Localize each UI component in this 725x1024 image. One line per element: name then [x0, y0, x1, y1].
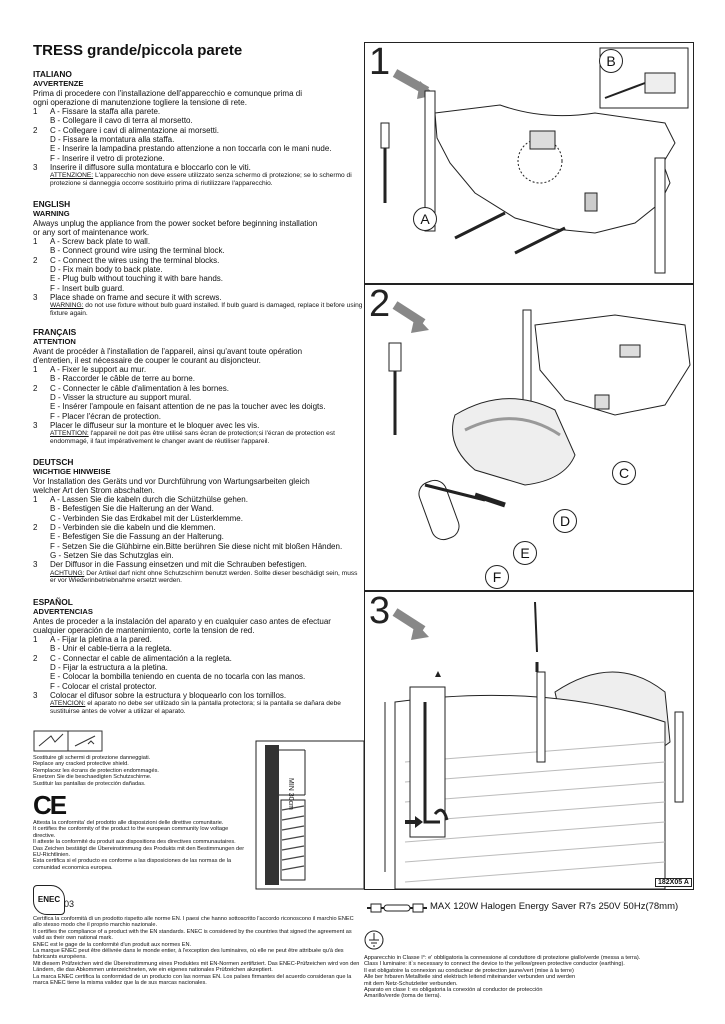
safety-note: ATTENTION: l'appareil ne doit pas être utilisé sans écran de protection;si l'écran de protection est endommagé, il faut impérativement le changer avant de réutiliser l'appareil.	[50, 430, 335, 445]
step-number: 2	[33, 523, 38, 533]
enec-text: La marque ENEC peut être délivrée dans le monde entier, à l'exception des luminaires, où elle ne peut être attribuée qu'à des fabricants européens.	[33, 948, 344, 961]
section-deutsch	[33, 458, 363, 584]
intro-line: ogni operazione di manutenzione togliere la tensione di rete.	[33, 97, 247, 107]
lang-heading: ITALIANO	[33, 69, 72, 79]
enec-notice	[33, 916, 361, 986]
lang-heading: DEUTSCH	[33, 457, 74, 467]
step-text: B - Befestigen Sie die Halterung an der Wand.	[50, 504, 214, 514]
step-number: 3	[33, 560, 38, 570]
warning-heading: WICHTIGE HINWEISE	[33, 467, 111, 477]
step-number: 3	[33, 420, 38, 430]
step-number: 1	[33, 495, 38, 505]
step-text: Inserire il diffusore sulla montatura e bloccarlo con le viti.	[50, 162, 251, 172]
warning-heading: ADVERTENCIAS	[33, 607, 93, 617]
step-text: A - Fissare la staffa alla parete.	[50, 107, 161, 117]
step-text: D - Verbinden sie die kabeln und die klemmen.	[50, 523, 216, 533]
panel-number: 1	[369, 41, 391, 83]
intro-line: Always unplug the appliance from the power socket before beginning installation	[33, 218, 318, 228]
step-number: 3	[33, 690, 38, 700]
intro-line: or any sort of maintenance work.	[33, 227, 150, 237]
step-text: D - Fissare la montatura alla staffa.	[50, 135, 175, 145]
cracked-shield-icon	[33, 730, 103, 752]
step-text: E - Colocar la bombilla teniendo en cuenta de no tocarla con las manos.	[50, 672, 306, 682]
step-text: F - Insert bulb guard.	[50, 283, 125, 293]
step-number: 1	[33, 365, 38, 375]
section-english	[33, 200, 363, 317]
step-text: B - Collegare il cavo di terra al morsetto.	[50, 116, 193, 126]
step-text: A - Fijar la pletina a la pared.	[50, 635, 152, 645]
section-italiano	[33, 70, 363, 187]
section-espanol	[33, 598, 363, 715]
lang-heading: ESPAÑOL	[33, 597, 73, 607]
earth-text: Amarillo/verde (toma de tierra).	[364, 993, 442, 1000]
step-text: D - Fix main body to back plate.	[50, 265, 163, 275]
intro-line: Vor Installation des Geräts und vor Durchführung von Wartungsarbeiten gleich	[33, 476, 310, 486]
lang-heading: FRANÇAIS	[33, 327, 77, 337]
intro-line: cualquier operación de mantenimiento, corte la tension de red.	[33, 625, 255, 635]
callout-a: A	[413, 207, 437, 231]
safety-note: WARNING: do not use fixture without bulb guard installed. If bulb guard is damaged, replace it before using fixture again.	[50, 302, 363, 317]
step-1-illustration	[365, 43, 693, 283]
panel-number: 3	[369, 590, 391, 632]
min-distance-label: MIN 30cm	[287, 778, 294, 810]
enec-code: 03	[64, 899, 75, 909]
earth-text: Apparecchio in Classe I°: e' obbligatoria la connessione al conduttore di protezione giallo/verde (messa a terra).	[364, 955, 641, 961]
panel-number: 2	[369, 283, 391, 325]
ce-mark-icon: CE	[33, 790, 66, 820]
earth-text: Class I luminaire: it`s necessary to connect the device to the yellow/green protective conductor (earthing).	[364, 961, 625, 968]
intro-line: Prima di procedere con l'installazione dell'apparecchio e comunque prima di	[33, 88, 302, 98]
step-text: F - Setzen Sie die Glühbirne ein.Bitte berühren Sie diese nicht mit bloßen Händen.	[50, 541, 343, 551]
intro-line: welcher Art den Strom abschalten.	[33, 485, 155, 495]
enec-mark-icon: ENEC	[33, 885, 65, 915]
step-text: Place shade on frame and secure it with screws.	[50, 292, 222, 302]
ce-text: Das Zeichen bestätigt die Übereinstimmung des Produkts mit den Bestimmungen der EU-Richtlinien.	[33, 845, 245, 859]
earth-text: Il est obligatoire la connexion au conducteur de protection jaune/vert (mise à la terre)	[364, 967, 574, 974]
shield-notice	[33, 755, 253, 787]
lang-heading: ENGLISH	[33, 199, 71, 209]
step-text: B - Unir el cable-tierra a la regleta.	[50, 644, 172, 654]
ce-text: It certifies the conformity of the product to the european community low voltage directive.	[33, 826, 229, 839]
step-text: Colocar el difusor sobre la estructura y bloquearlo con los tornillos.	[50, 690, 287, 700]
step-text: B - Connect ground wire using the terminal block.	[50, 246, 225, 256]
step-text: F - Inserire il vetro di protezione.	[50, 153, 165, 163]
step-number: 1	[33, 237, 38, 247]
step-text: C - Connecter le câble d'alimentation à les bornes.	[50, 383, 229, 393]
step-number: 1	[33, 635, 38, 645]
ce-text: Attesta la conformita' del prodotto alle disposizioni delle direttive comunitarie.	[33, 820, 224, 826]
step-text: E - Befestigen Sie die Fassung an der Halterung.	[50, 532, 224, 542]
warning-heading: AVVERTENZE	[33, 79, 84, 89]
step-number: 2	[33, 255, 38, 265]
step-text: C - Connect the wires using the terminal blocks.	[50, 255, 220, 265]
enec-text: La marca ENEC certifica la conformidad de un producto con las normas EN. Los países firmantes del acuerdo consideran que la marca ENEC tiene la misma validez que la de sus marcas nacionales.	[33, 973, 352, 987]
step-1-panel	[364, 42, 694, 284]
callout-e: E	[513, 541, 537, 565]
step-number: 2	[33, 383, 38, 393]
enec-text: ENEC est le gage de la conformité d'un produit aux normes EN.	[33, 941, 192, 948]
enec-text: Certifica la conformità di un prodotto rispetto alle norme EN. I paesi che hanno sottoscritto l'accordo riconoscono il marchio ENEC allo stesso modo che il proprio marchio nazionale.	[33, 916, 354, 929]
earth-notice	[364, 955, 694, 1000]
step-text: E - Insérer l'ampoule en faisant attention de ne pas la toucher avec les doigts.	[50, 402, 326, 412]
callout-d: D	[553, 509, 577, 533]
section-francais	[33, 328, 363, 445]
intro-line: Antes de proceder a la instalación del aparato y en cualquier caso antes de efectuar	[33, 616, 331, 626]
step-text: C - Verbinden Sie das Erdkabel mit der Lüsterklemme.	[50, 513, 243, 523]
step-text: D - Visser la structure au support mural.	[50, 393, 192, 403]
step-text: F - Colocar el cristal protector.	[50, 681, 157, 691]
step-number: 2	[33, 653, 38, 663]
step-text: E - Inserire la lampadina prestando attenzione a non toccarla con le mani nude.	[50, 144, 332, 154]
halogen-bulb-icon	[366, 900, 428, 916]
step-text: A - Lassen Sie die kabeln durch die Schützhülse gehen.	[50, 495, 248, 505]
step-text: B - Raccorder le câble de terre au borne.	[50, 374, 195, 384]
ce-text: Esta certifica si el producto es conforme a las disposiciones de las normas de la comunidad economica europea.	[33, 858, 232, 871]
earth-text: mit dem Netz-Schutzleiter verbunden.	[364, 980, 458, 987]
step-2-panel	[364, 284, 694, 591]
step-number: 3	[33, 162, 38, 172]
ce-notice	[33, 820, 248, 871]
shield-text: Replace any cracked protective shield.	[33, 761, 129, 768]
step-3-panel	[364, 591, 694, 890]
step-text: D - Fijar la estructura a la pletina.	[50, 663, 168, 673]
step-text: A - Screw back plate to wall.	[50, 237, 151, 247]
shield-text: Remplacez les écrans de protection endommagés.	[33, 767, 159, 774]
step-number: 1	[33, 107, 38, 117]
earth-text: Alle ber hrbaren Metallteile sind elektrisch leitend miteinander verbunden und werden	[364, 974, 576, 981]
safety-note: ATTENZIONE: L'apparecchio non deve essere utilizzato senza schermo di protezione; se lo schermo di protezione si danneggia occorre sostituirlo prima di riutilizzare l'apparecchio.	[50, 172, 352, 187]
warning-heading: WARNING	[33, 209, 70, 219]
enec-text: It certifies the compliance of a product with the EN standards. ENEC is considered by the countries that signed the agreement as valid as their own national mark.	[33, 928, 352, 942]
step-text: Placer le diffuseur sur la monture et le bloquer avec les vis.	[50, 420, 260, 430]
step-text: A - Fixer le support au mur.	[50, 365, 147, 375]
callout-f: F	[485, 565, 509, 589]
callout-b: B	[599, 49, 623, 73]
bulb-spec: MAX 120W Halogen Energy Saver R7s 250V 50Hz(78mm)	[430, 901, 679, 912]
step-text: C - Collegare i cavi di alimentazione ai morsetti.	[50, 125, 219, 135]
ce-text: Il atteste la conformité du produit aux dispositions des directives communautaires.	[33, 839, 236, 846]
callout-c: C	[612, 461, 636, 485]
step-text: G - Setzen Sie das Schutzglas ein.	[50, 550, 174, 560]
shield-text: Ersetzen Sie die beschaedigten Schutzschirme.	[33, 774, 152, 781]
earth-text: Aparato en clase I: es obligatoria la conexión al conductor de protección	[364, 987, 543, 994]
page-title: TRESS grande/piccola parete	[33, 42, 243, 59]
intro-line: Avant de procéder à l'installation de l'appareil, ainsi qu'avant toute opération	[33, 346, 303, 356]
earth-ground-icon	[364, 930, 384, 950]
warning-heading: ATTENTION	[33, 337, 76, 347]
step-text: F - Placer l'écran de protection.	[50, 411, 161, 421]
step-text: Der Diffusor in die Fassung einsetzen und mit die Schrauben befestigen.	[50, 560, 307, 570]
step-number: 2	[33, 125, 38, 135]
min-distance-diagram	[255, 740, 365, 890]
product-code: 182X05 A	[655, 878, 692, 887]
safety-note: ATENCION: el aparato no debe ser utilizado sin la pantalla protectora; si la pantalla se dañara debe sustituirse antes de volver a utilizar el aparato.	[50, 700, 341, 715]
step-3-illustration	[365, 592, 693, 889]
step-text: C - Connectar el cable de alimentación a la regleta.	[50, 653, 232, 663]
step-text: E - Plug bulb without touching it with bare hands.	[50, 274, 223, 284]
shield-text: Sustituir las pantallas de protección dañadas.	[33, 780, 146, 787]
intro-line: d'entretien, il est nécessaire de couper le courant au disjoncteur.	[33, 355, 261, 365]
shield-text: Sostituire gli schermi di protezione danneggiati.	[33, 755, 151, 761]
enec-text: Mit diesem Prüfzeichen wird die Übereinstimmung eines Produktes mit EN-Normen zertifiziert. Das ENEC-Prüfzeichen wird von den Ländern, die das Abkommen unterzeichneten, wie ein eigenes nationales Prüfzeichen akzeptiert.	[33, 960, 360, 974]
safety-note: ACHTUNG: Der Artikel darf nicht ohne Schutzschirm benutzt werden. Sollte dieser beschädigt sein, muss er vor Wiederinbetriebnahme ersetzt werden.	[50, 569, 358, 584]
step-number: 3	[33, 292, 38, 302]
